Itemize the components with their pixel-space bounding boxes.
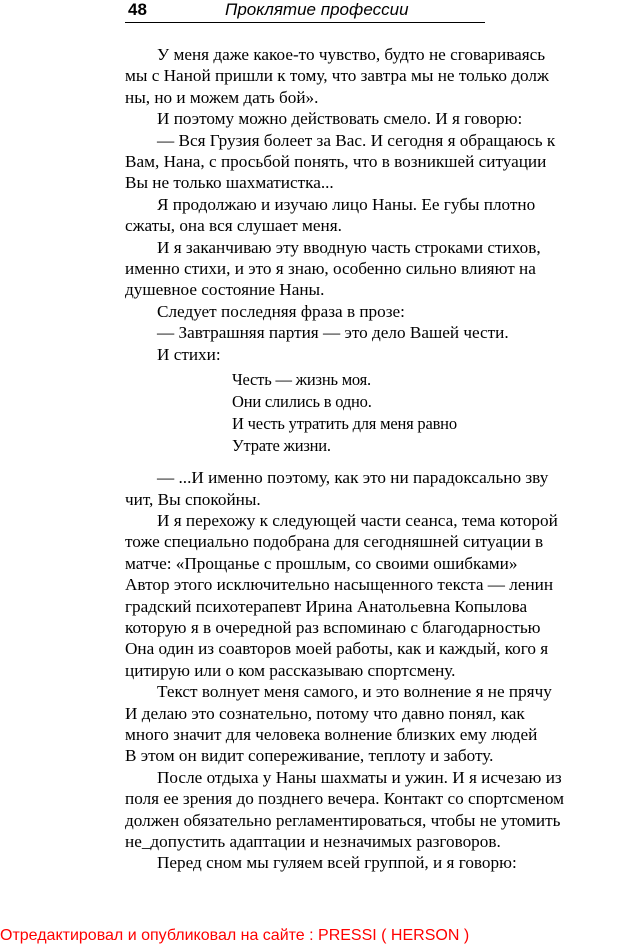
- text-line: — Вся Грузия болеет за Вас. И сегодня я обращаюсь к: [157, 130, 556, 150]
- text-line: — ...И именно поэтому, как это ни парадоксально зву: [157, 468, 549, 488]
- text-line: И я перехожу к следующей части сеанса, тема которой: [157, 510, 558, 530]
- text-line: — Завтрашняя партия — это дело Вашей чести.: [157, 323, 509, 343]
- text-line: сжаты, она вся слушает меня.: [125, 216, 342, 236]
- text-line: которую я в очередной раз вспоминаю с благодарностью: [125, 617, 541, 637]
- prose-before-poem: [125, 44, 620, 365]
- text-line: поля ее зрения до позднего вечера. Контакт со спортсменом: [125, 789, 564, 809]
- text-line: градский психотерапевт Ирина Анатольевна Копылова: [125, 596, 528, 616]
- poem-line: Честь — жизнь моя.: [232, 370, 371, 390]
- text-line: И поэтому можно действовать смело. И я говорю:: [157, 109, 523, 129]
- text-line: Она один из соавторов моей работы, как и каждый, кого я: [125, 639, 549, 659]
- body-text: [125, 44, 620, 874]
- text-line: именно стихи, и это я знаю, особенно сильно влияют на: [125, 259, 536, 279]
- text-line: цитирую или о ком рассказываю спортсмену.: [125, 660, 456, 680]
- page-header: [125, 0, 485, 23]
- text-line: много значит для человека волнение близких ему людей: [125, 724, 538, 744]
- text-line: И я заканчиваю эту вводную часть строками стихов,: [157, 237, 541, 257]
- text-line: И делаю это сознательно, потому что давно понял, как: [125, 703, 525, 723]
- poem: [125, 369, 620, 457]
- text-line: тоже специально подобрана для сегодняшней ситуации в: [125, 532, 544, 552]
- text-line: Вам, Нана, с просьбой понять, что в возникшей ситуации: [125, 152, 547, 172]
- prose-after-poem: [125, 467, 620, 874]
- footer-credit: Отредактировал и опубликовал на сайте : PRESSI ( HERSON ): [0, 927, 470, 944]
- text-line: душевное состояние Наны.: [125, 280, 325, 300]
- text-line: Перед сном мы гуляем всей группой, и я говорю:: [157, 853, 517, 873]
- page-number: 48: [128, 0, 147, 19]
- running-title: Проклятие профессии: [225, 0, 409, 19]
- text-line: В этом он видит сопереживание, теплоту и заботу.: [125, 746, 494, 766]
- text-line: должен обязательно регламентироваться, чтобы не утомить: [125, 810, 561, 830]
- text-line: Текст волнует меня самого, и это волнение я не прячу: [157, 682, 552, 702]
- text-line: мы с Наной пришли к тому, что завтра мы не только долж: [125, 66, 549, 86]
- text-line: чит, Вы спокойны.: [125, 489, 261, 509]
- poem-line: Они слились в одно.: [232, 392, 372, 412]
- poem-line: И честь утратить для меня равно: [232, 414, 457, 434]
- poem-line: Утрате жизни.: [232, 436, 331, 456]
- text-line: У меня даже какое-то чувство, будто не сговариваясь: [157, 45, 546, 64]
- text-line: не_допустить адаптации и незначимых разговоров.: [125, 832, 501, 851]
- text-line: После отдыха у Наны шахматы и ужин. И я исчезаю из: [157, 767, 562, 787]
- text-line: Автор этого исключительно насыщенного текста — ленин: [125, 575, 554, 595]
- text-line: Я продолжаю и изучаю лицо Наны. Ее губы плотно: [157, 194, 536, 214]
- text-line: Вы не только шахматистка...: [125, 173, 334, 193]
- text-line: И стихи:: [157, 344, 221, 364]
- text-line: матче: «Прощанье с прошлым, со своими ошибками»: [125, 553, 518, 573]
- text-line: Следует последняя фраза в прозе:: [157, 301, 405, 321]
- text-line: ны, но и можем дать бой».: [125, 87, 319, 107]
